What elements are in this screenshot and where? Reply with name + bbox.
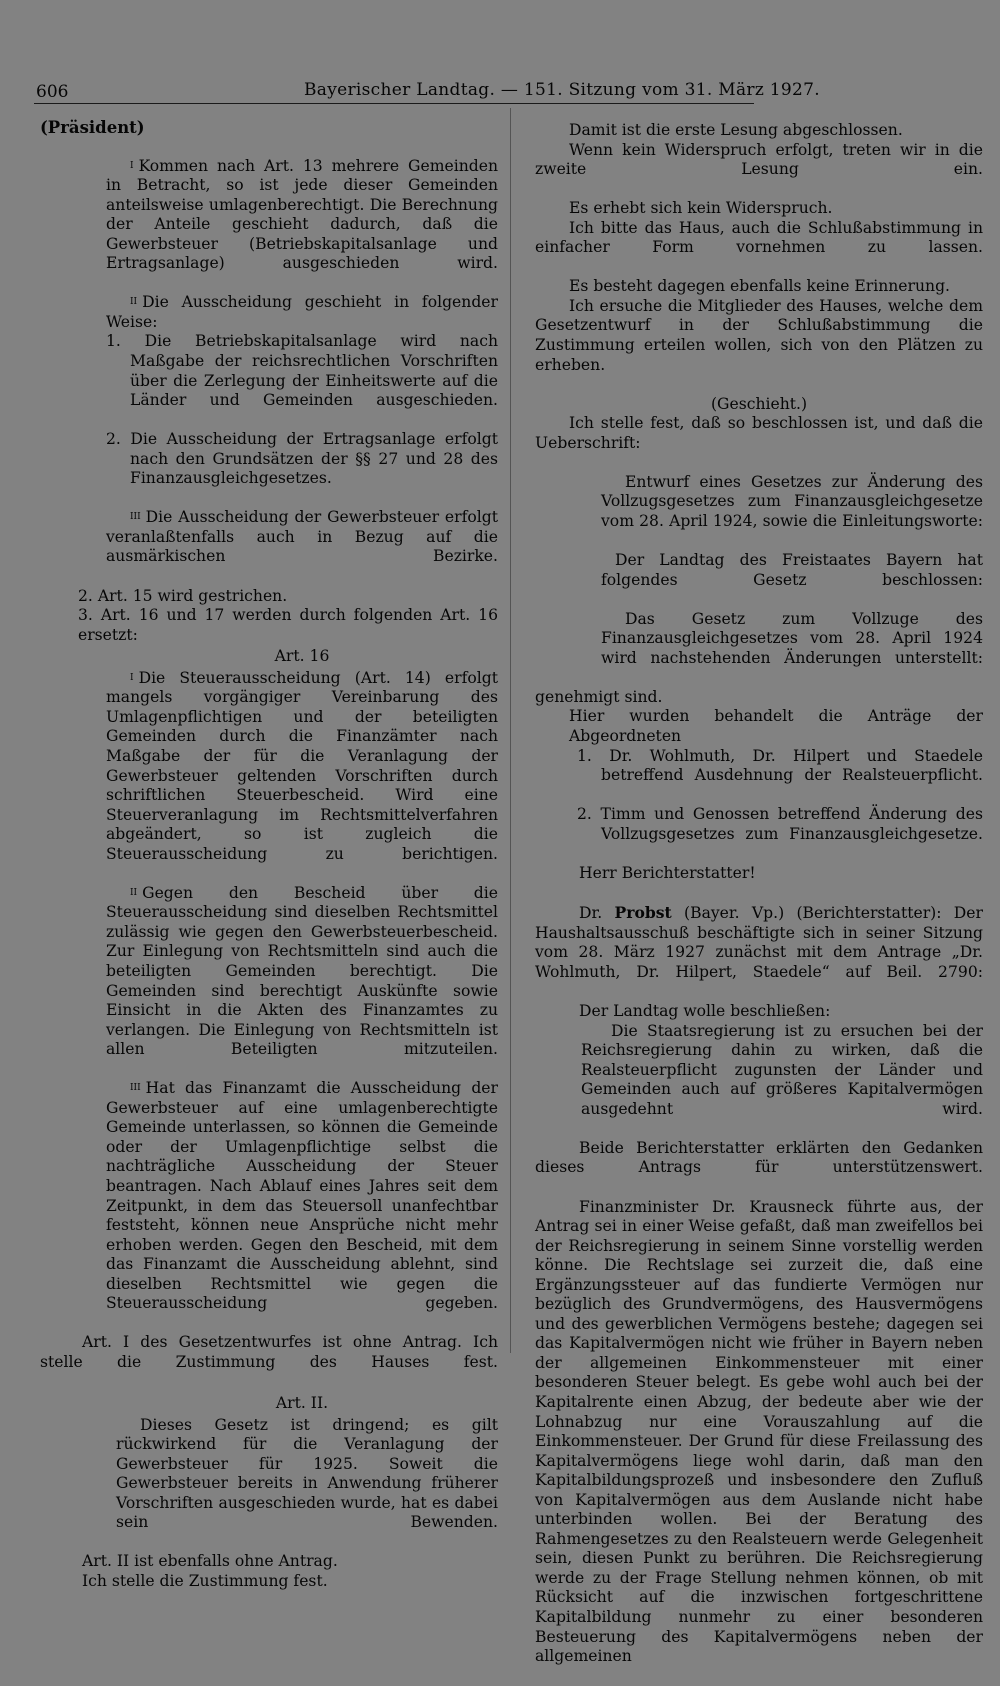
paragraph: Art. I des Gesetzentwurfes ist ohne Antrag. Ich stelle die Zustimmung des Hauses fest. bbox=[40, 1333, 498, 1371]
paragraph: Es besteht dagegen ebenfalls keine Erinnerung. bbox=[569, 277, 951, 296]
paragraph: Ich bitte das Haus, auch die Schlußabstimmung in einfacher Form vornehmen zu lassen. bbox=[535, 218, 983, 257]
paragraph: genehmigt sind. bbox=[535, 687, 663, 706]
list-item: 2. Die Ausscheidung der Ertragsanlage erfolgt nach den Grundsätzen der §§ 27 und 28 des Finanzausgleichgesetzes. bbox=[106, 430, 498, 488]
paragraph: $^{III}$ Hat das Finanzamt die Ausscheidung der Gewerbsteuer auf eine umlagenberechtigte Gemeinde unterlassen, so können die Gemeinde oder der Umlagenpflichtige selbst die nachträgliche Ausscheidung der Steuer beantragen. Nach Ablauf eines Jahres seit dem Zeitpunkt, in dem das Steuersoll unanfechtbar feststeht, können neue Ansprüche nicht mehr erhoben werden. Gegen den Bescheid, mit dem das Finanzamt die Ausscheidung ablehnt, sind dieselben Rechtsmittel wie gegen die Steuerausscheidung gegeben. bbox=[106, 1079, 498, 1313]
paragraph: $^I$ Die Steuerausscheidung (Art. 14) erfolgt mangels vorgängiger Vereinbarung des Umlagenpflichtigen und der beteiligten Gemeinden durch die Finanzämter nach Maßgabe der für die Veranlagung der Gewerbsteuer geltenden Vorschriften durch schriftlichen Steuerbescheid. Wird eine Steuerveranlagung im Rechtsmittelverfahren abgeändert, so ist zugleich die Steuerausscheidung zu berichtigen. bbox=[106, 668, 498, 863]
speaker-name: Probst bbox=[614, 903, 672, 923]
paragraph: Ich ersuche die Mitglieder des Hauses, welche dem Gesetzentwurf in der Schlußabstimmung die Zustimmung erteilen wollen, sich von den Plätzen zu erheben. bbox=[535, 296, 983, 374]
paragraph: Hier wurden behandelt die Anträge der Abgeordneten bbox=[569, 707, 983, 745]
quoted-text: Der Landtag des Freistaates Bayern hat folgendes Gesetz beschlossen: bbox=[601, 551, 983, 589]
paragraph: Damit ist die erste Lesung abgeschlossen. bbox=[569, 121, 903, 139]
paragraph: $^{II}$ Gegen den Bescheid über die Steuerausscheidung sind dieselben Rechtsmittel zulässig wie gegen den Gewerbsteuerbescheid. Zur Einlegung von Rechtsmitteln sind auch die beteiligten Gemeinden berechtigt. Die Gemeinden sind berechtigt Auskünfte sowie Einsicht in die Akten des Finanzamtes zu verlangen. Die Einlegung von Rechtsmitteln ist allen Beteiligten mitzuteilen. bbox=[106, 883, 498, 1059]
paragraph: Ich stelle fest, daß so beschlossen ist, und daß die Ueberschrift: bbox=[535, 414, 983, 452]
column-divider bbox=[510, 108, 511, 1353]
paragraph: Herr Berichterstatter! bbox=[579, 863, 756, 882]
page-number: 606 bbox=[36, 82, 69, 102]
quoted-text: Das Gesetz zum Vollzuge des Finanzausgleichgesetzes vom 28. April 1924 wird nachstehenden Änderungen unterstellt: bbox=[601, 609, 983, 667]
list-item: 2. Timm und Genossen betreffend Änderung des Vollzugsgesetzes zum Finanzausgleichgesetze. bbox=[577, 805, 983, 843]
speaker-paragraph: Dr. Probst (Bayer. Vp.) (Berichterstatter): Der Haushaltsausschuß beschäftigte sich in seiner Sitzung vom 28. März 1927 zunächst mit dem Antrage „Dr. Wohlmuth, Dr. Hilpert, Staedele“ auf Beil. 2790: bbox=[535, 903, 983, 981]
paragraph: Es erhebt sich kein Widerspruch. bbox=[569, 199, 833, 218]
right-column bbox=[535, 121, 983, 1686]
quoted-title: Entwurf eines Gesetzes zur Änderung des Vollzugsgesetzes zum Finanzausgleichgesetze vom 28. April 1924, sowie die Einleitungsworte: bbox=[601, 472, 983, 530]
paragraph: $^{III}$ Die Ausscheidung der Gewerbsteuer erfolgt veranlaßtenfalls auch in Bezug auf die ausmärkischen Bezirke. bbox=[106, 508, 498, 566]
list-item: 2. Art. 15 wird gestrichen. bbox=[78, 586, 288, 605]
list-item: 1. Dr. Wohlmuth, Dr. Hilpert und Staedele betreffend Ausdehnung der Realsteuerpflicht. bbox=[577, 746, 983, 785]
quoted-text: Die Staatsregierung ist zu ersuchen bei der Reichsregierung dahin zu wirken, daß die Realsteuerpflicht zugunsten der Länder und Gemeinden auch auf größeres Kapitalvermögen ausgedehnt wird. bbox=[581, 1021, 983, 1118]
left-column bbox=[40, 118, 498, 1591]
paragraph: Dieses Gesetz ist dringend; es gilt rückwirkend für die Veranlagung der Gewerbsteuer für 1925. Soweit die Gewerbsteuer bereits in Anwendung früherer Vorschriften ausgeschieden wurde, hat es dabei sein Bewenden. bbox=[116, 1415, 498, 1532]
speaker-label: (Präsident) bbox=[40, 118, 145, 137]
paragraph: Ich stelle die Zustimmung fest. bbox=[82, 1571, 328, 1590]
paragraph: Der Landtag wolle beschließen: bbox=[579, 1002, 831, 1021]
list-item: 1. Die Betriebskapitalsanlage wird nach Maßgabe der reichsrechtlichen Vorschriften über die Zerlegung der Einheitswerte auf die Länder und Gemeinden ausgeschieden. bbox=[106, 332, 498, 410]
running-title: Bayerischer Landtag. — 151. Sitzung vom 31. März 1927. bbox=[304, 80, 820, 100]
paragraph: $^{II}$ Die Ausscheidung geschieht in folgender Weise: bbox=[106, 293, 498, 331]
article-heading: Art. 16 bbox=[274, 647, 330, 666]
header-rule bbox=[34, 103, 754, 104]
list-item: 3. Art. 16 und 17 werden durch folgenden Art. 16 ersetzt: bbox=[78, 606, 498, 644]
paragraph: Finanzminister Dr. Krausneck führte aus, der Antrag sei in einer Weise gefaßt, daß man zweifellos bei der Reichsregierung in seinem Sinne vorstellig werden könne. Die Rechtslage sei zurzeit die, daß eine Ergänzungssteuer auf das fundierte Vermögen nur bezüglich des Grundvermögens, des Hausvermögens und des gewerblichen Vermögens bestehe; dagegen sei das Kapitalvermögen nicht wie früher in Bayern neben der allgemeinen Einkommensteuer mit einer besonderen Steuer belegt. Es gebe wohl auch bei der Kapitalrente einen Abzug, der bedeute aber wie der Lohnabzug nur eine Vorauszahlung auf die Einkommensteuer. Der Grund für diese Freilassung des Kapitalvermögens liege wohl darin, daß man den Kapitalbildungsprozeß und insbesondere den Zufluß von Kapitalvermögen aus dem Auslande nicht habe unterbinden wollen. Bei der Beratung des Rahmengesetzes zu den Realsteuern werde Gelegenheit sein, diesen Punkt zu berühren. Die Reichsregierung werde zu der Frage Stellung nehmen können, ob mit Rücksicht auf die inzwischen fortgeschrittene Kapitalbildung nunmehr zu einer besonderen Besteuerung des Kapitalvermögens neben der allgemeinen bbox=[535, 1197, 983, 1666]
paragraph: Art. II ist ebenfalls ohne Antrag. bbox=[82, 1552, 338, 1571]
stage-direction: (Geschieht.) bbox=[710, 394, 808, 413]
article-heading: Art. II. bbox=[275, 1394, 329, 1412]
paragraph: $^I$ Kommen nach Art. 13 mehrere Gemeinden in Betracht, so ist jede dieser Gemeinden anteilsweise umlagenberechtigt. Die Berechnung der Anteile geschieht dadurch, daß die Gewerbsteuer (Betriebskapitalsanlage und Ertragsanlage) ausgeschieden wird. bbox=[106, 156, 498, 273]
paragraph: Wenn kein Widerspruch erfolgt, treten wir in die zweite Lesung ein. bbox=[535, 140, 983, 179]
paragraph: Beide Berichterstatter erklärten den Gedanken dieses Antrags für unterstützenswert. bbox=[535, 1138, 983, 1177]
